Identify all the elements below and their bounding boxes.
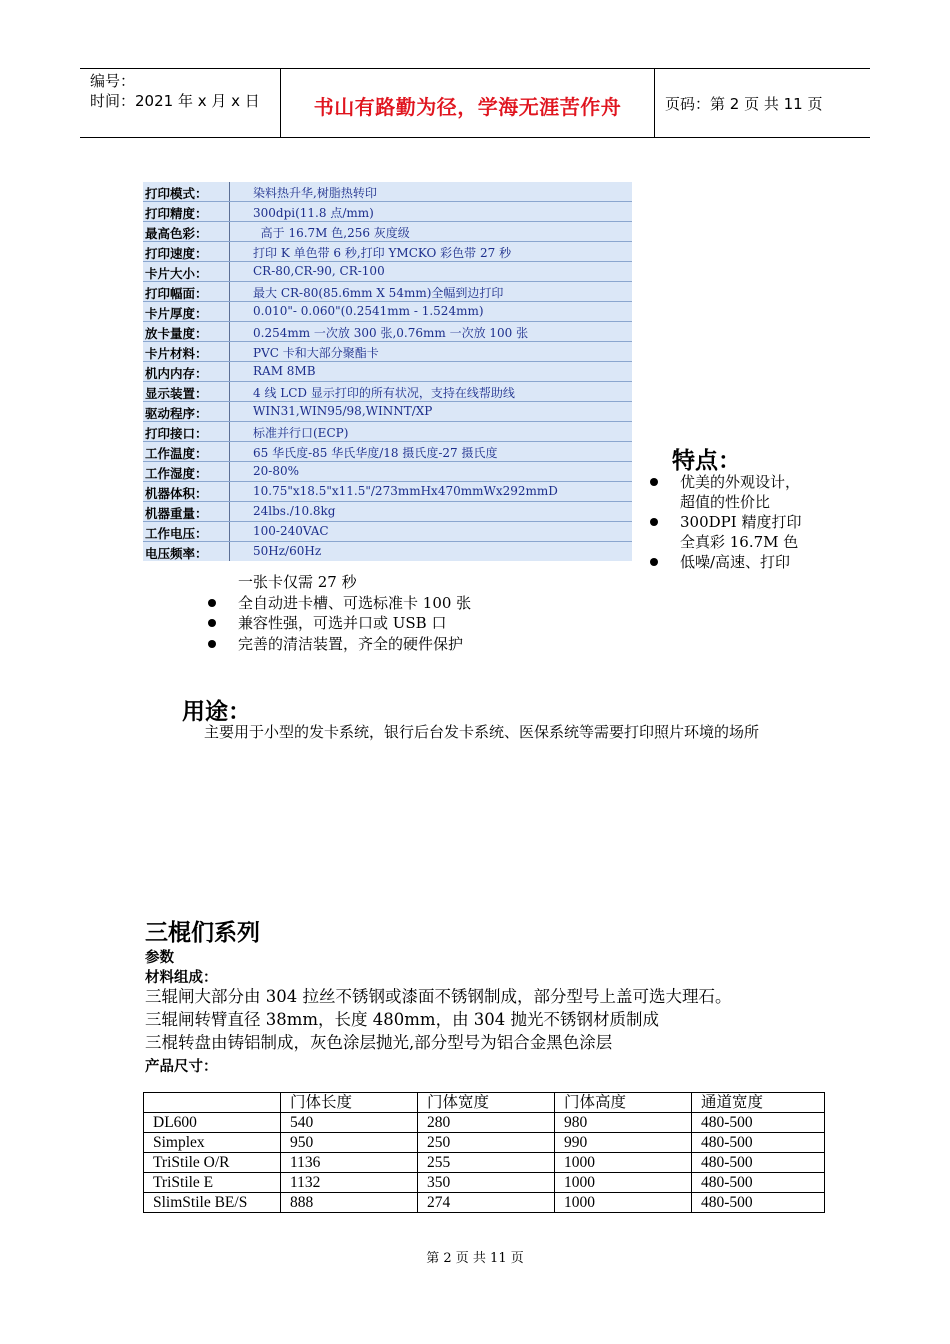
bullet-icon [650,518,658,526]
spec-label: 最高色彩： [145,226,208,241]
table-cell: 350 [418,1173,555,1193]
spec-row [143,482,632,502]
table-cell: 540 [281,1113,418,1133]
table-cell [144,1093,281,1113]
spec-row [143,302,632,322]
spec-label: 工作湿度： [145,466,208,481]
table-cell: TriStile O/R [144,1153,281,1173]
table-cell: 990 [555,1133,692,1153]
series-title: 三棍们系列 [145,920,260,946]
spec-label: 工作温度： [145,446,208,461]
spec-value: 65 华氏度-85 华氏华度/18 摄氏度-27 摄氏度 [253,446,498,460]
list-item: 兼容性强，可选并口或 USB 口 [204,613,604,634]
header-time: 时间：2021 年 x 月 x 日 [90,92,260,110]
features-continued [204,572,604,654]
spec-value: 0.254mm 一次放 300 张,0.76mm 一次放 100 张 [253,326,529,340]
table-row [144,1113,825,1133]
material-lines [145,985,731,1054]
header-divider [654,69,655,137]
spec-label: 机内内存： [145,366,208,381]
spec-value: 标准并行口(ECP) [253,426,349,440]
dimensions-table [143,1092,825,1213]
spec-label: 打印精度： [145,206,208,221]
bullet-icon [208,599,216,607]
table-header-row [144,1093,825,1113]
spec-label: 卡片材料： [145,346,208,361]
spec-label: 电压频率： [145,546,208,561]
spec-row [143,382,632,402]
spec-value: 高于 16.7M 色,256 灰度级 [253,226,410,240]
spec-label: 卡片厚度： [145,306,208,321]
table-cell: 950 [281,1133,418,1153]
spec-value: 最大 CR-80(85.6mm X 54mm)全幅到边打印 [253,286,504,300]
spec-row [143,502,632,522]
spec-value: 染料热升华,树脂热转印 [253,186,377,200]
features-list [646,472,846,572]
spec-value: RAM 8MB [253,364,316,378]
usage-text: 主要用于小型的发卡系统，银行后台发卡系统、医保系统等需要打印照片环境的场所 [204,723,760,741]
material-label: 材料组成： [145,970,218,986]
table-row [144,1173,825,1193]
spec-label: 工作电压： [145,526,208,541]
spec-row [143,362,632,382]
list-item: 300DPI 精度打印 全真彩 16.7M 色 [646,512,846,552]
table-cell: 门体长度 [281,1093,418,1113]
spec-value: 10.75"x18.5"x11.5"/273mmHx470mmWx292mmD [253,484,558,498]
table-cell: 980 [555,1113,692,1133]
spec-value: 300dpi(11.8 点/mm) [253,206,374,220]
list-item: 全自动进卡槽、可选标准卡 100 张 [204,593,604,614]
spec-value: 20-80% [253,464,299,478]
spec-row [143,282,632,302]
table-cell: 1132 [281,1173,418,1193]
table-row [144,1153,825,1173]
table-cell: 480-500 [692,1173,825,1193]
spec-row [143,442,632,462]
table-row [144,1193,825,1213]
table-row [144,1133,825,1153]
features-title: 特点： [672,448,741,474]
spec-label: 打印接口： [145,426,208,441]
spec-label: 放卡量度： [145,326,208,341]
header-page-info: 页码：第 2 页 共 11 页 [665,95,823,113]
spec-value: 4 线 LCD 显示打印的所有状况，支持在线帮助线 [253,386,515,400]
spec-value: 24lbs./10.8kg [253,504,336,518]
spec-row [143,262,632,282]
spec-table [143,182,632,561]
spec-row [143,462,632,482]
bullet-icon [650,478,658,486]
table-cell: 480-500 [692,1133,825,1153]
table-cell: 1000 [555,1193,692,1213]
spec-label: 打印速度： [145,246,208,261]
spec-value: WIN31,WIN95/98,WINNT/XP [253,404,433,418]
spec-row [143,322,632,342]
usage-title: 用途： [182,699,251,725]
bullet-icon [208,640,216,648]
table-cell: 480-500 [692,1153,825,1173]
table-cell: 480-500 [692,1193,825,1213]
spec-label: 机器体积： [145,486,208,501]
spec-label: 打印模式： [145,186,208,201]
spec-row [143,342,632,362]
table-cell: 250 [418,1133,555,1153]
spec-row [143,242,632,262]
table-cell: 1000 [555,1153,692,1173]
spec-value: CR-80,CR-90, CR-100 [253,264,385,278]
spec-label: 显示装置： [145,386,208,401]
spec-value: 0.010"- 0.060"(0.2541mm - 1.524mm) [253,304,484,318]
table-cell: 门体高度 [555,1093,692,1113]
spec-value: PVC 卡和大部分聚酯卡 [253,346,379,360]
table-cell: 280 [418,1113,555,1133]
table-cell: 480-500 [692,1113,825,1133]
bullet-icon [208,619,216,627]
table-cell: 888 [281,1193,418,1213]
spec-row [143,542,632,561]
table-cell: Simplex [144,1133,281,1153]
header-meta [90,71,260,111]
spec-label: 卡片大小： [145,266,208,281]
table-cell: TriStile E [144,1173,281,1193]
spec-value: 50Hz/60Hz [253,544,322,558]
list-item: 优美的外观设计， 超值的性价比 [646,472,846,512]
spec-value: 打印 K 单色带 6 秒,打印 YMCKO 彩色带 27 秒 [253,246,512,260]
spec-label: 打印幅面： [145,286,208,301]
spec-row [143,522,632,542]
page-header [80,68,870,138]
list-item: 完善的清洁装置，齐全的硬件保护 [204,634,604,655]
table-cell: 门体宽度 [418,1093,555,1113]
spec-row [143,402,632,422]
table-cell: 1136 [281,1153,418,1173]
table-cell: SlimStile BE/S [144,1193,281,1213]
spec-row [143,182,632,202]
spec-row [143,202,632,222]
bullet-icon [650,558,658,566]
spec-value: 100-240VAC [253,524,329,538]
table-cell: DL600 [144,1113,281,1133]
header-motto: 书山有路勤为径，学海无涯苦作舟 [313,95,622,119]
table-cell: 通道宽度 [692,1093,825,1113]
header-number: 编号： [90,72,136,90]
material-line: 三棍转盘由铸铝制成，灰色涂层抛光,部分型号为铝合金黑色涂层 [145,1033,613,1052]
spec-label: 驱动程序： [145,406,208,421]
page-footer: 第 2 页 共 11 页 [426,1251,524,1266]
size-label: 产品尺寸： [145,1059,218,1075]
table-cell: 1000 [555,1173,692,1193]
material-line: 三辊闸转臂直径 38mm，长度 480mm，由 304 抛光不锈钢材质制成 [145,1010,660,1029]
spec-row [143,222,632,242]
material-line: 三辊闸大部分由 304 拉丝不锈钢或漆面不锈钢制成，部分型号上盖可选大理石。 [145,987,732,1006]
list-item: 低噪/高速、打印 [646,552,846,572]
feature-continuation: 一张卡仅需 27 秒 [238,573,357,591]
spec-row [143,422,632,442]
params-label: 参数 [145,950,174,966]
table-cell: 255 [418,1153,555,1173]
table-cell: 274 [418,1193,555,1213]
spec-label: 机器重量： [145,506,208,521]
